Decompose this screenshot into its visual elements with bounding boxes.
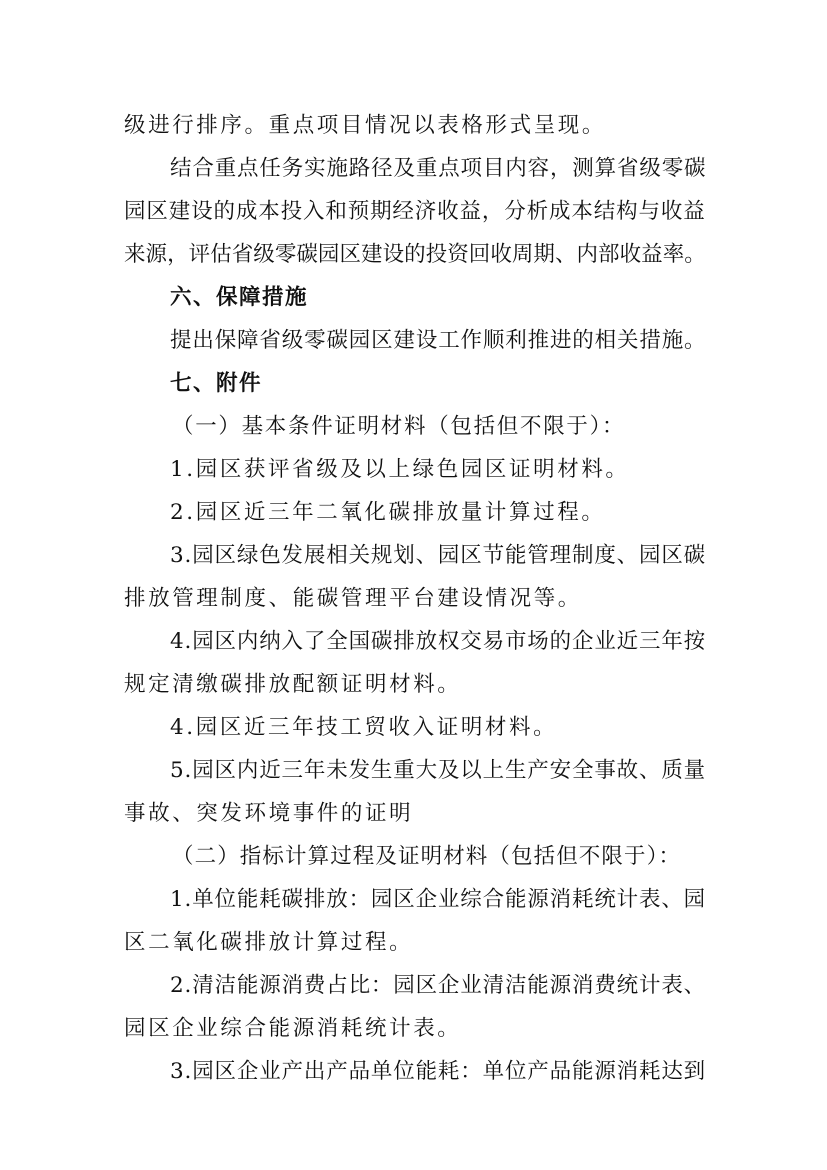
list-item: 5.园区内近三年未发生重大及以上生产安全事故、质量 — [170, 758, 707, 783]
list-item-continuation: 事故、突发环境事件的证明 — [124, 801, 414, 826]
list-item: 1.单位能耗碳排放：园区企业综合能源消耗统计表、园 — [170, 887, 707, 912]
body-text-line: 园区建设的成本投入和预期经济收益，分析成本结构与收益 — [124, 199, 706, 224]
body-text-line: 级进行排序。重点项目情况以表格形式呈现。 — [124, 113, 607, 138]
list-item-continuation: 区二氧化碳排放计算过程。 — [124, 930, 414, 955]
list-item: 2.清洁能源消费占比：园区企业清洁能源消费统计表、 — [170, 973, 707, 998]
list-item-continuation: 排放管理制度、能碳管理平台建设情况等。 — [124, 586, 582, 611]
subsection-heading: （一）基本条件证明材料（包括但不限于）： — [172, 414, 626, 439]
list-item: 1.园区获评省级及以上绿色园区证明材料。 — [170, 457, 630, 482]
section-heading: 七、附件 — [170, 371, 263, 396]
list-item-continuation: 规定清缴碳排放配额证明材料。 — [124, 672, 462, 697]
list-item: 3.园区绿色发展相关规划、园区节能管理制度、园区碳 — [170, 543, 707, 568]
list-item: 4.园区内纳入了全国碳排放权交易市场的企业近三年按 — [170, 629, 707, 654]
body-text-line: 提出保障省级零碳园区建设工作顺利推进的相关措施。 — [170, 328, 707, 353]
list-item: 3.园区企业产出产品单位能耗：单位产品能源消耗达到 — [170, 1059, 707, 1084]
list-item-continuation: 园区企业综合能源消耗统计表。 — [124, 1016, 462, 1041]
list-item: 2.园区近三年二氧化碳排放量计算过程。 — [170, 500, 606, 525]
body-text-line: 结合重点任务实施路径及重点项目内容，测算省级零碳 — [170, 156, 707, 181]
subsection-heading: （二）指标计算过程及证明材料（包括但不限于）： — [172, 844, 682, 869]
section-heading: 六、保障措施 — [170, 285, 309, 310]
body-text-line: 来源，评估省级零碳园区建设的投资回收周期、内部收益率。 — [124, 242, 706, 267]
list-item: 4.园区近三年技工贸收入证明材料。 — [170, 715, 558, 740]
